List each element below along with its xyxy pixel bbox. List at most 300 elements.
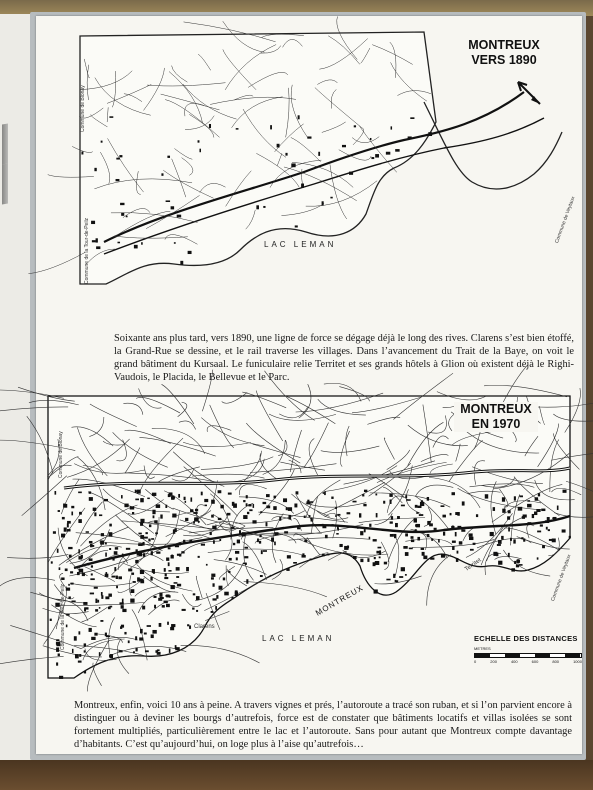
map-building: [322, 554, 325, 556]
map-building: [94, 168, 96, 171]
map-building: [246, 495, 248, 498]
map-building: [104, 499, 108, 501]
map-building: [452, 492, 455, 495]
map-building: [139, 637, 143, 640]
map-building: [53, 531, 56, 534]
map-building: [74, 636, 77, 640]
map-building: [257, 538, 259, 542]
map-building: [121, 495, 123, 498]
map-building: [266, 494, 270, 497]
map-building: [511, 568, 515, 571]
map-building: [89, 558, 93, 561]
map-building: [431, 538, 433, 540]
map-building: [235, 551, 239, 554]
map-building: [427, 497, 429, 501]
map-building: [438, 539, 440, 542]
scale-title: ECHELLE DES DISTANCES: [474, 634, 578, 643]
map-building: [105, 574, 109, 577]
scale-bar: [474, 653, 582, 658]
map-building: [177, 215, 181, 218]
map-1970-title-line1: MONTREUX: [460, 402, 532, 416]
scale-tick: 0: [474, 659, 477, 664]
map-building: [140, 570, 144, 574]
map-building: [105, 553, 107, 557]
map-building: [331, 497, 333, 499]
map-building: [122, 599, 124, 603]
map-building: [247, 512, 249, 514]
map-building: [213, 540, 215, 544]
map-building: [508, 510, 511, 513]
map-building: [101, 595, 103, 599]
map-building: [259, 535, 261, 537]
map-building: [310, 559, 313, 561]
map-building: [295, 225, 298, 227]
map-building: [171, 555, 174, 559]
map-building: [160, 597, 164, 599]
map-building: [287, 555, 291, 558]
map-building: [284, 531, 288, 533]
facing-page-mark: [2, 163, 8, 204]
map-building: [78, 661, 82, 663]
map-building: [563, 490, 567, 493]
map-building: [519, 564, 523, 566]
map-building: [168, 547, 171, 549]
map-building: [120, 626, 122, 629]
map-building: [379, 550, 381, 554]
map-building: [201, 492, 203, 496]
map-building: [72, 600, 76, 602]
clarens-label: Clarens: [194, 624, 215, 630]
map-building: [256, 205, 259, 209]
map-building: [397, 516, 400, 519]
map-building: [393, 574, 395, 578]
table-surface: [0, 760, 593, 790]
map-building: [210, 532, 212, 535]
map-building: [249, 509, 252, 511]
map-building: [322, 201, 324, 205]
commune-veytaux-label: Commune de Veytaux: [550, 553, 573, 603]
map-building: [354, 125, 356, 127]
map-building: [171, 624, 175, 627]
map-building: [374, 589, 378, 593]
map-building: [243, 515, 247, 519]
map-building: [143, 553, 145, 556]
map-building: [288, 515, 291, 519]
map-building: [263, 502, 267, 504]
map-building: [168, 570, 171, 572]
map-building: [228, 493, 232, 495]
scale-tick: 400: [510, 659, 518, 664]
map-building: [95, 609, 98, 611]
map-building: [135, 636, 137, 640]
map-building: [514, 496, 516, 500]
map-building: [116, 586, 118, 589]
map-building: [403, 546, 407, 549]
map-building: [562, 529, 566, 532]
map-building: [360, 559, 363, 562]
map-building: [84, 607, 88, 609]
map-building: [91, 565, 93, 567]
map-building: [508, 527, 510, 531]
map-building: [419, 514, 423, 516]
map-building: [277, 144, 280, 148]
map-building: [422, 552, 425, 556]
scale-ticks: [474, 659, 582, 664]
map-building: [142, 542, 144, 546]
map-building: [147, 498, 150, 500]
map-building: [99, 514, 102, 516]
map-building: [135, 560, 138, 563]
map-building: [263, 550, 267, 552]
map-building: [260, 575, 263, 577]
map-building: [476, 514, 478, 517]
map-building: [173, 529, 175, 533]
map-building: [195, 509, 198, 512]
map-building: [135, 499, 139, 501]
map-building: [116, 576, 118, 579]
map-building: [427, 534, 430, 537]
map-building: [237, 540, 240, 544]
map-building: [132, 512, 134, 514]
map-building: [57, 549, 59, 553]
map-building: [101, 141, 103, 143]
map-building: [450, 513, 452, 515]
map-building: [347, 512, 351, 514]
map-building: [151, 551, 153, 555]
map-building: [212, 598, 216, 600]
map-building: [149, 524, 151, 527]
map-building: [161, 173, 163, 175]
map-building: [246, 579, 248, 583]
map-building: [162, 605, 165, 608]
map-building: [79, 654, 81, 657]
map-building: [455, 532, 457, 536]
map-building: [62, 517, 65, 519]
map-building: [231, 597, 233, 599]
map-building: [56, 647, 59, 651]
scale-tick: 800: [552, 659, 560, 664]
map-building: [236, 128, 239, 130]
map-building: [65, 568, 68, 571]
map-building: [411, 539, 414, 542]
map-building: [154, 605, 156, 609]
map-building: [91, 637, 95, 640]
map-building: [415, 505, 418, 508]
map-building: [70, 583, 73, 585]
map-road: [484, 385, 567, 397]
map-building: [204, 499, 208, 502]
map-building: [518, 507, 522, 511]
map-building: [294, 503, 297, 507]
map-building: [293, 562, 297, 564]
map-building: [91, 573, 93, 575]
map-building: [541, 509, 545, 511]
map-building: [307, 136, 311, 138]
map-building: [232, 502, 235, 506]
map-building: [105, 542, 107, 544]
map-building: [395, 149, 399, 152]
map-building: [549, 539, 552, 541]
map-building: [108, 594, 111, 597]
map-building: [192, 608, 194, 610]
map-building: [523, 514, 527, 517]
map-road: [427, 555, 451, 606]
map-building: [244, 556, 248, 558]
map-building: [194, 517, 198, 521]
map-building: [266, 505, 270, 508]
map-building: [243, 500, 245, 502]
map-building: [236, 557, 238, 560]
commune-veytaux-label: Commune de Veytaux: [554, 195, 577, 245]
map-building: [248, 504, 251, 506]
map-building: [138, 533, 141, 535]
map-building: [330, 197, 332, 199]
map-1890-title-line2: VERS 1890: [471, 53, 537, 67]
map-building: [288, 507, 292, 511]
north-arrow-icon: [514, 78, 544, 108]
map-building: [165, 505, 167, 508]
map-building: [349, 172, 353, 175]
map-building: [296, 491, 299, 494]
map-building: [367, 558, 369, 562]
map-building: [67, 523, 69, 527]
map-building: [496, 553, 498, 557]
map-building: [386, 152, 390, 155]
map-building: [270, 125, 272, 129]
book-page: [36, 16, 582, 754]
map-building: [159, 623, 162, 627]
map-building: [63, 504, 65, 508]
map-1970-title: [454, 402, 538, 432]
map-building: [190, 509, 193, 512]
map-building: [369, 524, 371, 527]
map-building: [176, 576, 179, 578]
map-building: [417, 537, 420, 541]
map-building: [443, 532, 445, 536]
map-building: [78, 556, 82, 559]
map-building: [114, 567, 116, 571]
map-building: [336, 533, 338, 535]
map-building: [134, 245, 138, 249]
commune-tour-de-peilz-label: Commune de la Tour-de-Peilz: [60, 583, 66, 650]
map-building: [180, 261, 183, 265]
map-building: [390, 499, 392, 503]
map-building: [285, 153, 287, 156]
map-building: [415, 524, 418, 526]
map-building: [71, 506, 74, 508]
scale-tick: 600: [531, 659, 539, 664]
map-building: [469, 537, 473, 540]
map-building: [90, 578, 94, 580]
map-building: [58, 510, 60, 512]
map-building: [193, 521, 195, 523]
map-building: [252, 520, 256, 523]
map-building: [409, 548, 413, 550]
map-building: [109, 654, 111, 657]
map-building: [383, 501, 385, 504]
map-building: [167, 622, 169, 625]
map-building: [390, 534, 394, 537]
map-building: [442, 515, 445, 518]
map-building: [150, 577, 152, 581]
map-building: [395, 523, 398, 527]
map-building: [70, 571, 73, 573]
map-building: [59, 567, 61, 570]
map-building: [78, 631, 80, 634]
caption-1890: Soixante ans plus tard, vers 1890, une ligne de force se dégage déjà le long des rives. Clarens s’est bien étoffé, la Grand-Rue se dessine, et le rail traverse les villages. Dans l’avancement du Trait de la Baye, on voit le grand bâtiment du Kursaal. Le funiculaire relie Territet et ses grands hôtels à Glion où existent déjà le Righi-Vaudois, le Placida, le Bellevue et le Parc.: [114, 333, 574, 383]
map-building: [228, 571, 230, 573]
map-building: [109, 548, 111, 550]
map-building: [193, 512, 197, 514]
map-building: [140, 498, 144, 502]
map-building: [416, 512, 419, 514]
map-building: [231, 527, 234, 529]
map-building: [260, 511, 262, 513]
map-building: [61, 534, 65, 538]
map-building: [456, 558, 458, 562]
map-building: [430, 557, 434, 559]
map-building: [89, 541, 93, 543]
map-building: [517, 559, 519, 563]
map-building: [389, 494, 392, 497]
map-building: [185, 501, 187, 503]
map-building: [405, 552, 409, 556]
map-building: [109, 532, 113, 536]
map-building: [174, 582, 178, 584]
map-building: [118, 576, 122, 579]
map-building: [374, 557, 376, 559]
map-building: [190, 497, 192, 501]
map-building: [79, 512, 82, 515]
map-building: [69, 555, 72, 558]
map-building: [253, 504, 255, 508]
map-building: [99, 652, 101, 656]
map-building: [261, 550, 263, 554]
map-building: [534, 511, 537, 515]
map-1890-title-line1: MONTREUX: [468, 38, 540, 52]
map-building: [390, 521, 393, 523]
scale-tick: 1000: [573, 659, 582, 664]
map-building: [428, 132, 432, 136]
map-building: [56, 662, 58, 665]
map-building: [101, 592, 103, 596]
map-building: [547, 517, 550, 520]
map-building: [519, 495, 522, 497]
distance-scale: [474, 634, 584, 664]
map-building: [84, 671, 86, 673]
map-building: [75, 654, 79, 658]
map-building: [508, 553, 510, 557]
map-building: [166, 557, 169, 560]
map-building: [101, 533, 104, 536]
map-building: [178, 494, 180, 498]
map-building: [501, 536, 504, 540]
map-building: [375, 561, 379, 565]
map-building: [459, 541, 463, 544]
map-building: [187, 624, 189, 626]
map-building: [215, 606, 217, 610]
map-building: [335, 507, 337, 509]
map-building: [96, 246, 100, 249]
map-building: [537, 557, 539, 559]
map-building: [181, 551, 184, 553]
map-building: [461, 529, 465, 531]
map-building: [204, 505, 207, 507]
map-building: [141, 242, 143, 245]
map-building: [557, 506, 559, 510]
map-building: [521, 537, 523, 539]
map-building: [335, 515, 337, 517]
map-building: [126, 216, 128, 218]
map-building: [108, 607, 111, 610]
map-building: [370, 138, 372, 140]
map-building: [97, 600, 99, 603]
map-building: [171, 206, 175, 209]
map-building: [507, 516, 510, 519]
caption-1970: Montreux, enfin, voici 10 ans à peine. A travers vignes et prés, l’autoroute a tracé son ruban, et si l’on parvient encore à distinguer ou à deviner les bourgs d’autrefois, force est de constater que bâtiments locatifs et villas isolées se sont fortement multipliés, particulièrement entre le lac et l’autoroute. Sans pour autant que Montreux compte davantage d’habitants. C’est qu’aujourd’hui, on loge plus à l’aise qu’autrefois…: [74, 700, 572, 750]
map-building: [364, 529, 366, 532]
map-building: [309, 515, 311, 517]
map-building: [405, 495, 407, 498]
map-building: [93, 508, 96, 510]
map-building: [131, 573, 134, 575]
map-building: [89, 491, 92, 493]
map-building: [152, 510, 155, 514]
territet-label: Territet: [464, 557, 483, 573]
map-building: [375, 494, 377, 496]
map-building: [168, 562, 170, 566]
map-building: [111, 576, 115, 578]
map-building: [297, 527, 300, 529]
map-building: [224, 592, 228, 596]
map-building: [201, 544, 205, 546]
map-building: [144, 633, 147, 635]
map-building: [259, 541, 261, 544]
map-building: [457, 551, 459, 554]
map-building: [116, 179, 120, 181]
map-building: [164, 577, 168, 579]
map-building: [418, 506, 422, 508]
map-building: [56, 639, 59, 641]
map-building: [152, 569, 155, 573]
map-building: [68, 584, 70, 586]
map-building: [186, 567, 189, 571]
map-building: [124, 504, 128, 508]
map-building: [128, 569, 132, 572]
map-building: [441, 554, 445, 558]
map-building: [138, 543, 142, 546]
map-building: [79, 569, 83, 573]
map-building: [119, 155, 122, 157]
map-building: [164, 601, 168, 604]
map-building: [133, 651, 135, 653]
map-building: [130, 599, 134, 603]
map-building: [233, 543, 235, 545]
map-building: [286, 507, 288, 510]
map-building: [153, 515, 155, 518]
map-building: [462, 501, 465, 505]
commune-blonay-label: Commune de Blonay: [58, 431, 64, 478]
map-building: [90, 593, 94, 595]
map-building: [375, 154, 379, 157]
map-building: [405, 574, 407, 576]
map-building: [218, 490, 222, 493]
map-building: [371, 157, 374, 159]
map-building: [421, 500, 423, 504]
map-building: [490, 532, 494, 536]
map-building: [342, 145, 346, 147]
map-building: [166, 604, 170, 607]
